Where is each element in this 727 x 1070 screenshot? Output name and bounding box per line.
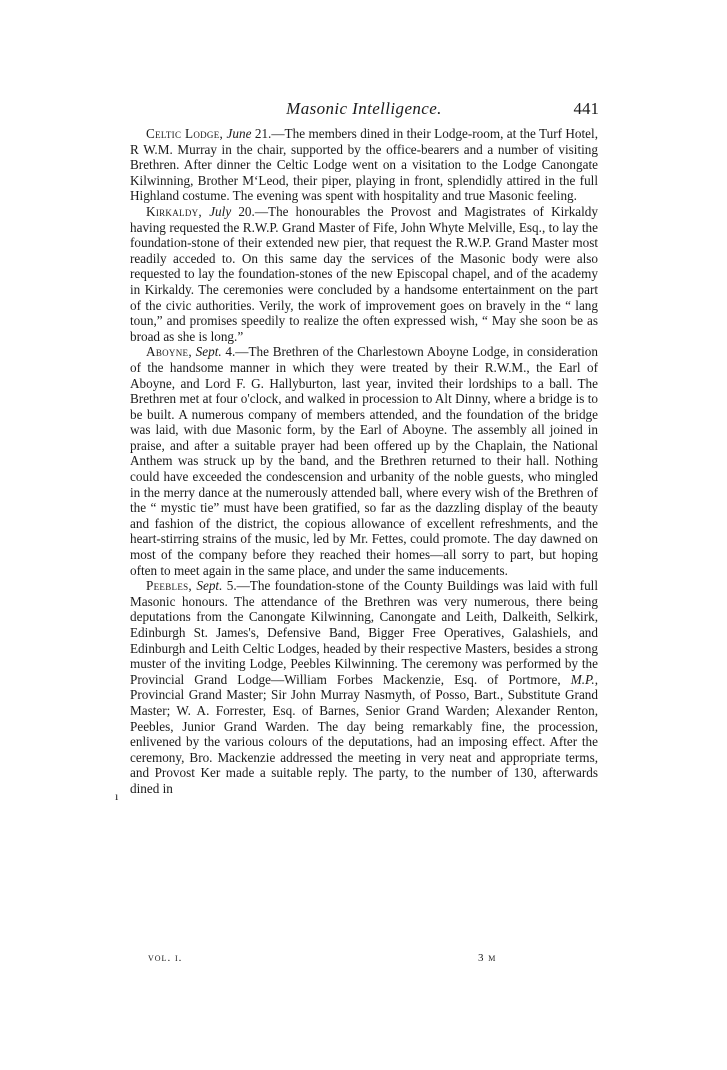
paragraph-text: 21.—The members dined in their Lodge-room, at the Turf Hotel, R W.M. Murray in the chair, supported by the office-bearers and a number of visiting Brethren. After dinner the Celtic Lodge went on a visitation to the Lodge Canongate Kilwinning, Brother M‘Leod, their piper, playing in front, splendidly attired in the full Highland costume. The evening was spent with hospitality and true Masonic feeling.: [130, 126, 598, 204]
page: [130, 96, 598, 797]
volume-label: vol. i.: [148, 952, 183, 964]
paragraph-lead: Peebles,: [146, 578, 193, 594]
paragraph-lead: Celtic Lodge,: [146, 126, 224, 141]
article-body: [130, 126, 598, 797]
paragraph-date: June: [226, 126, 252, 141]
page-number: 441: [573, 99, 599, 118]
margin-mark: ı: [115, 789, 119, 803]
paragraph-peebles: [130, 578, 598, 796]
paragraph-celtic-lodge: [130, 126, 598, 204]
paragraph-text: 4.—The Brethren of the Charlestown Aboyne Lodge, in consideration of the handsome manner in which they were treated by their R.W.M., the Earl of Aboyne, and Lord F. G. Hallyburton, last year, invited their lordships to a ball. The Brethren met at four o'clock, and walked in procession to Alt Dinny, where a bridge is to be built. A numerous company of members attended, and the foundation of the bridge was laid, with due Masonic form, by the Earl of Aboyne. The assembly all joined in praise, and after a suitable prayer had been offered up by the Chaplain, the National Anthem was struck up by the band, and the Brethren returned to their hall. Nothing could have exceeded the condescension and urbanity of the noble guests, who mingled in the merry dance at the numerously attended ball, where every wish of the Brethren of the “ mystic tie” must have been gratified, so far as the dazzling display of the beauty and fashion of the district, the copious allowance of excellent refreshments, and the heart-stirring strains of the music, led by Mr. Fettes, could promote. The day dawned on most of the company before they reached their homes—all sorry to part, but hoping often to meet again in the same place, and under the same inducements.: [130, 344, 598, 578]
running-title: Masonic Intelligence.: [286, 99, 442, 118]
paragraph-mp: M.P.: [570, 671, 595, 687]
paragraph-kirkaldy: [130, 204, 598, 344]
paragraph-date: Sept.: [195, 344, 222, 360]
paragraph-text: 20.—The honourables the Provost and Magistrates of Kirkaldy having requested the R.W.P. Grand Master of Fife, John Whyte Melville, Esq., to lay the foundation-stone of their extended new pier, that request the R.W.P. Grand Master most readily acceded to. On this same day the services of the Masonic body were also requested to lay the foundation-stones of the new Episcopal chapel, and of the academy in Kirkaldy. The ceremonies were concluded by a handsome entertainment on the part of the civic authorities. Verily, the work of improvement goes on bravely in the “ lang toun,” and promises speedily to realize the often expressed wish, “ May she soon be as broad as she is long.”: [130, 203, 598, 344]
paragraph-date: July: [209, 203, 232, 219]
paragraph-lead: Aboyne,: [146, 344, 192, 360]
paragraph-date: Sept.: [196, 578, 223, 594]
running-head: [130, 96, 598, 122]
signature-mark: 3 m: [478, 952, 497, 964]
paragraph-aboyne: [130, 344, 598, 578]
paragraph-text: 5.—The foundation-stone of the County Buildings was laid with full Masonic honours. The attendance of the Brethren was very numerous, there being deputations from the Canongate Kilwinning, Canongate and Leith, Dalkeith, Selkirk, Edinburgh St. James's, Defensive Band, Bigger Free Operatives, Galashiels, and Edinburgh and Leith Celtic Lodges, headed by their respective Masters, besides a strong muster of the inviting Lodge, Peebles Kilwinning. The ceremony was performed by the Provincial Grand Lodge—William Forbes Mackenzie, Esq. of Portmore,: [130, 578, 598, 687]
paragraph-text-continued: , Provincial Grand Master; Sir John Murray Nasmyth, of Posso, Bart., Substitute Grand Master; W. A. Forrester, Esq. of Barnes, Senior Grand Warden; Alexander Renton, Peebles, Junior Grand Warden. The day being remarkably fine, the procession, enlivened by the various colours of the deputations, had an imposing effect. After the ceremony, Bro. Mackenzie addressed the meeting in very neat and appropriate terms, and Provost Ker made a suitable reply. The party, to the number of 130, afterwards dined in: [130, 671, 598, 796]
paragraph-lead: Kirkaldy,: [146, 203, 203, 219]
